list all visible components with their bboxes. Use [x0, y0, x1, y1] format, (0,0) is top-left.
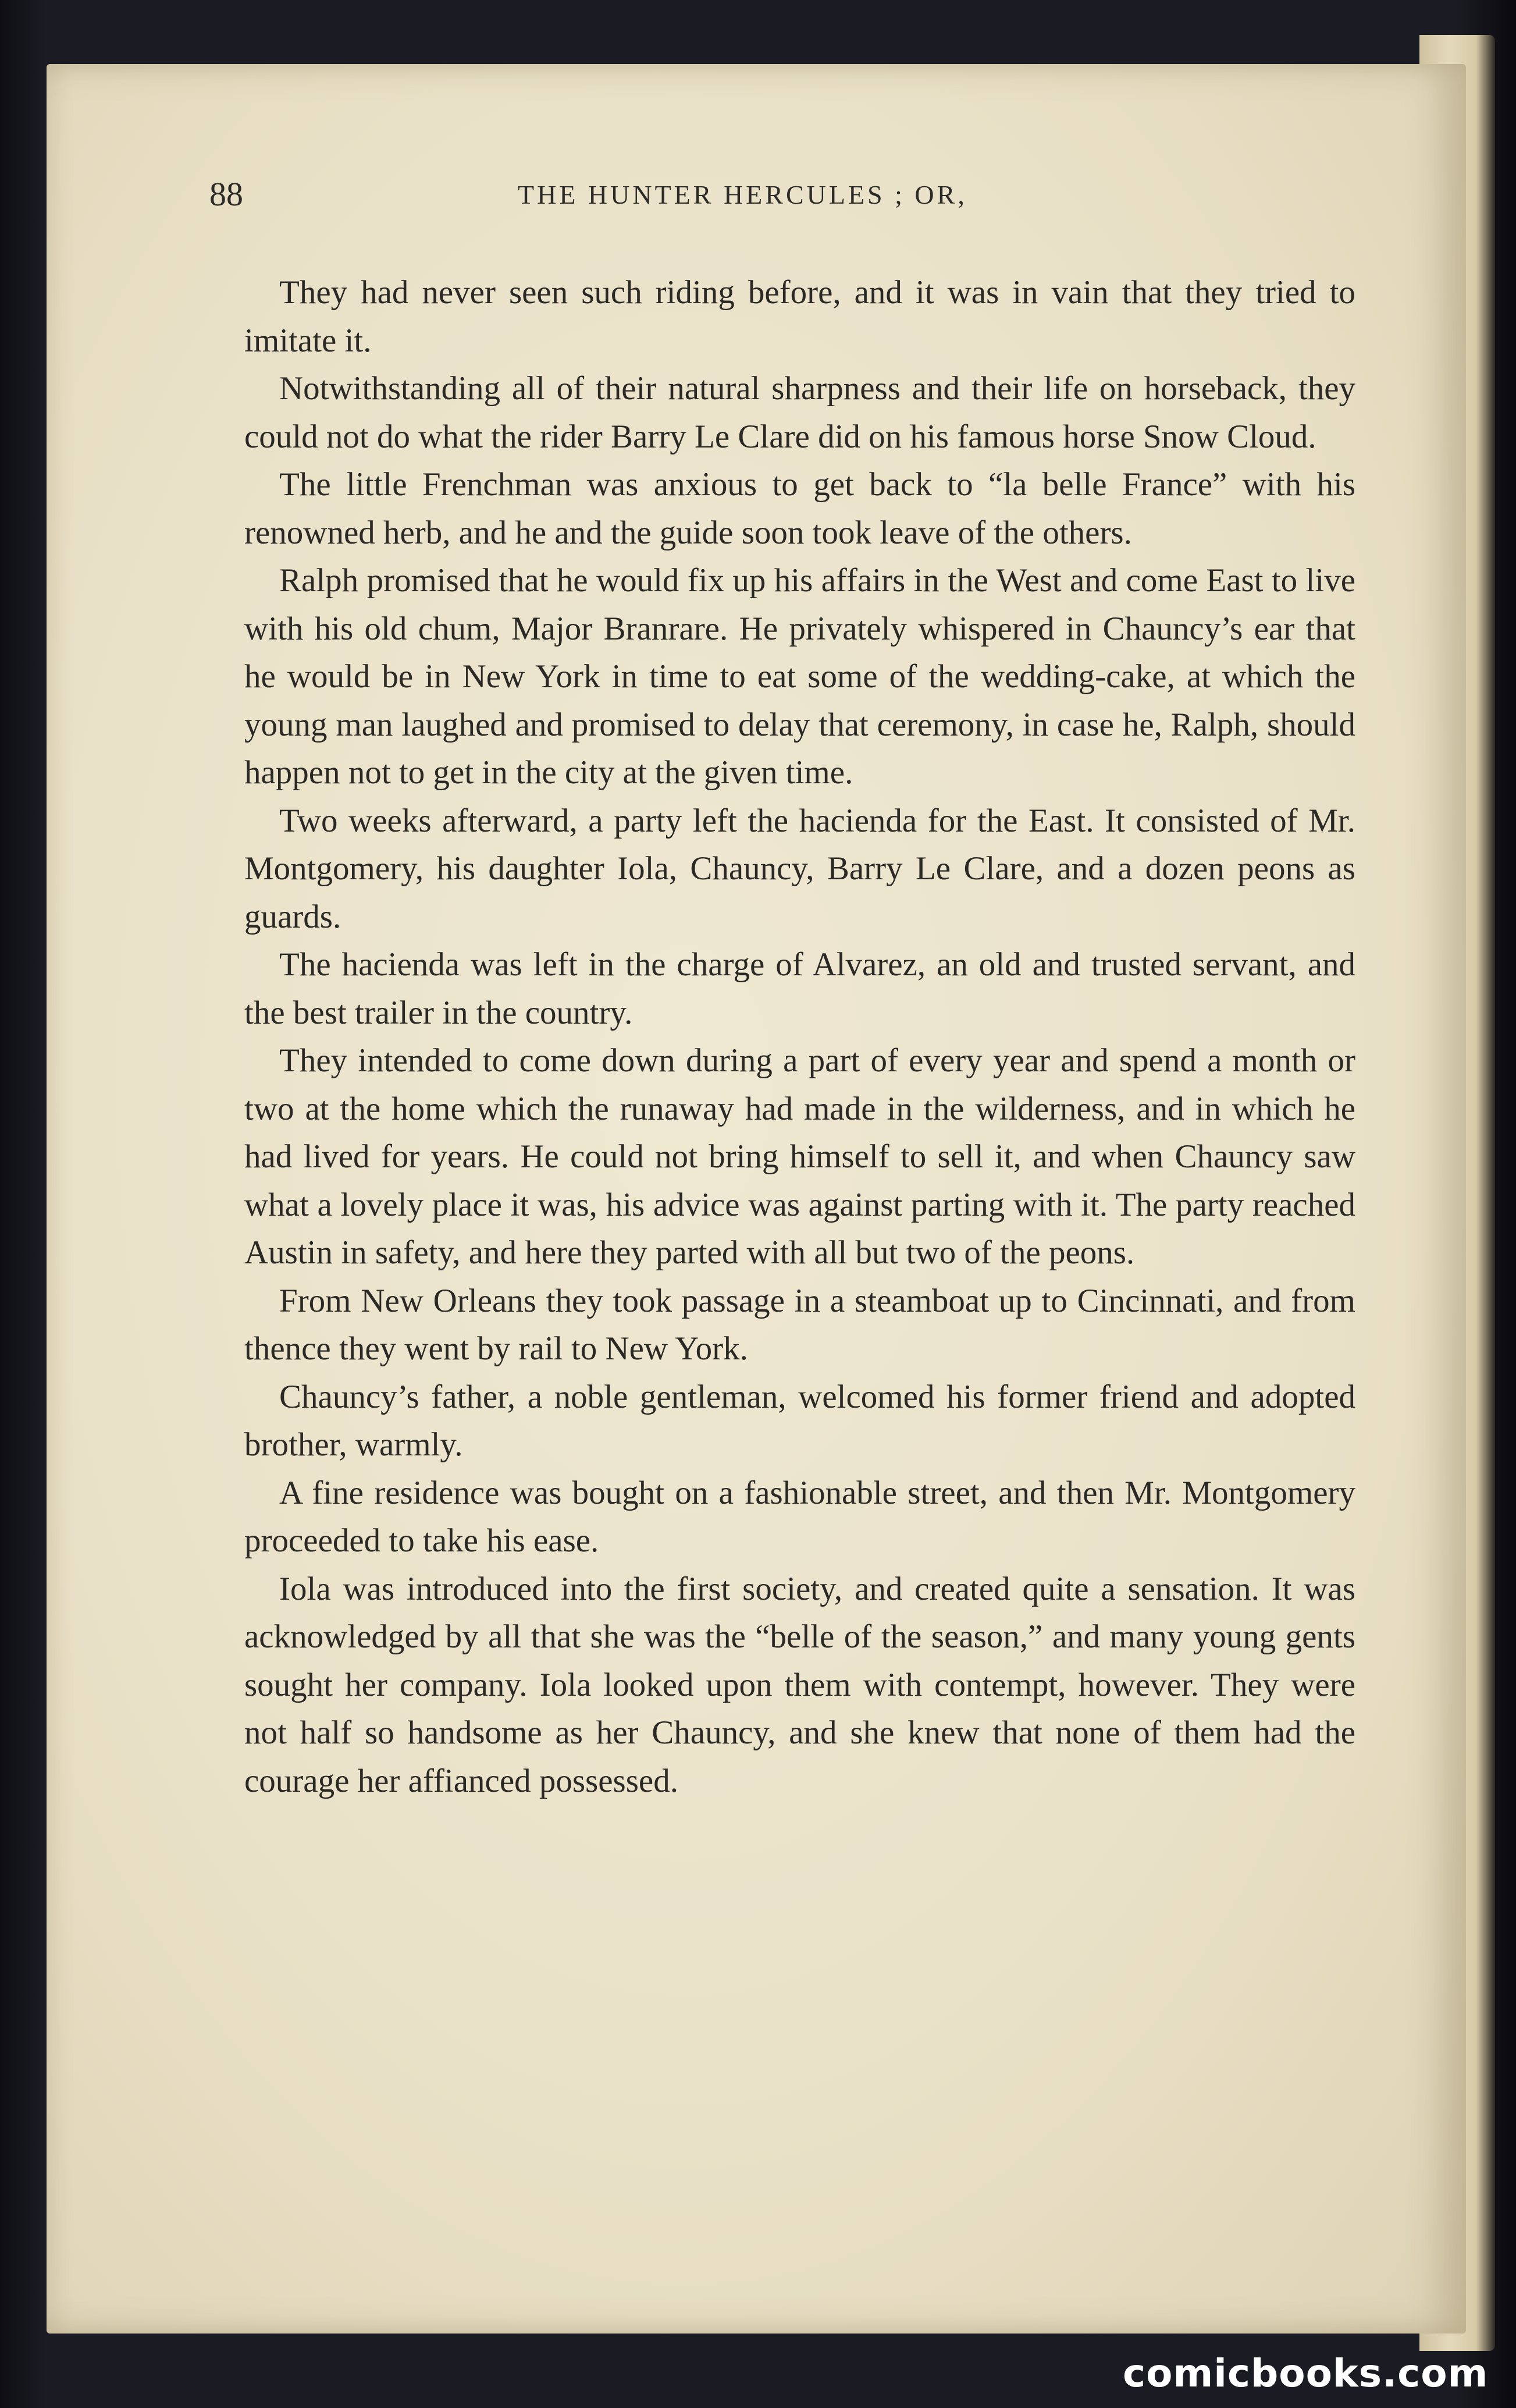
paragraph: A fine residence was bought on a fashionable street, and then Mr. Montgomery proceeded to take his ease.: [244, 1474, 1355, 1559]
paragraph: Ralph promised that he would fix up his affairs in the West and come East to live with his old chum, Major Branrare. He privately whispered in Chauncy’s ear that he would be in New York in time to eat some of the wedding-cake, at which the young man laughed and promised to delay that ceremony, in case he, Ralph, should happen not to get in the city at the given time.: [244, 562, 1355, 791]
paragraph: They intended to come down during a part of every year and spend a month or two at the home which the runaway had made in the wilderness, and in which he had lived for years. He could not bring himself to sell it, and when Chauncy saw what a lovely place it was, his advice was against parting with it. The party reached Austin in safety, and here they parted with all but two of the peons.: [244, 1042, 1355, 1271]
page-header: [209, 175, 1361, 227]
paragraph: From New Orleans they took passage in a steamboat up to Cincinnati, and from thence they went by rail to New York.: [244, 1282, 1355, 1367]
running-head: THE HUNTER HERCULES ; OR,: [518, 180, 967, 209]
paragraph: They had never seen such riding before, and it was in vain that they tried to imitate it.: [244, 274, 1355, 359]
page-number: 88: [209, 175, 243, 213]
paragraph: Two weeks afterward, a party left the hacienda for the East. It consisted of Mr. Montgomery, his daughter Iola, Chauncy, Barry Le Clare, and a dozen peons as guards.: [244, 802, 1355, 935]
paragraph: Iola was introduced into the first society, and created quite a sensation. It was acknowledged by all that she was the “belle of the season,” and many young gents sought her company. Iola looked upon them with contempt, however. They were not half so handsome as her Chauncy, and she knew that none of them had the courage her affianced possessed.: [244, 1570, 1355, 1799]
body-text: [244, 269, 1355, 1805]
paragraph: Chauncy’s father, a noble gentleman, welcomed his former friend and adopted brother, warmly.: [244, 1378, 1355, 1463]
watermark: comicbooks.com: [1123, 2351, 1489, 2396]
paragraph: The little Frenchman was anxious to get back to “la belle France” with his renowned herb, and he and the guide soon took leave of the others.: [244, 466, 1355, 551]
paragraph: The hacienda was left in the charge of Alvarez, an old and trusted servant, and the best trailer in the country.: [244, 946, 1355, 1031]
paragraph: Notwithstanding all of their natural sharpness and their life on horseback, they could not do what the rider Barry Le Clare did on his famous horse Snow Cloud.: [244, 370, 1355, 455]
